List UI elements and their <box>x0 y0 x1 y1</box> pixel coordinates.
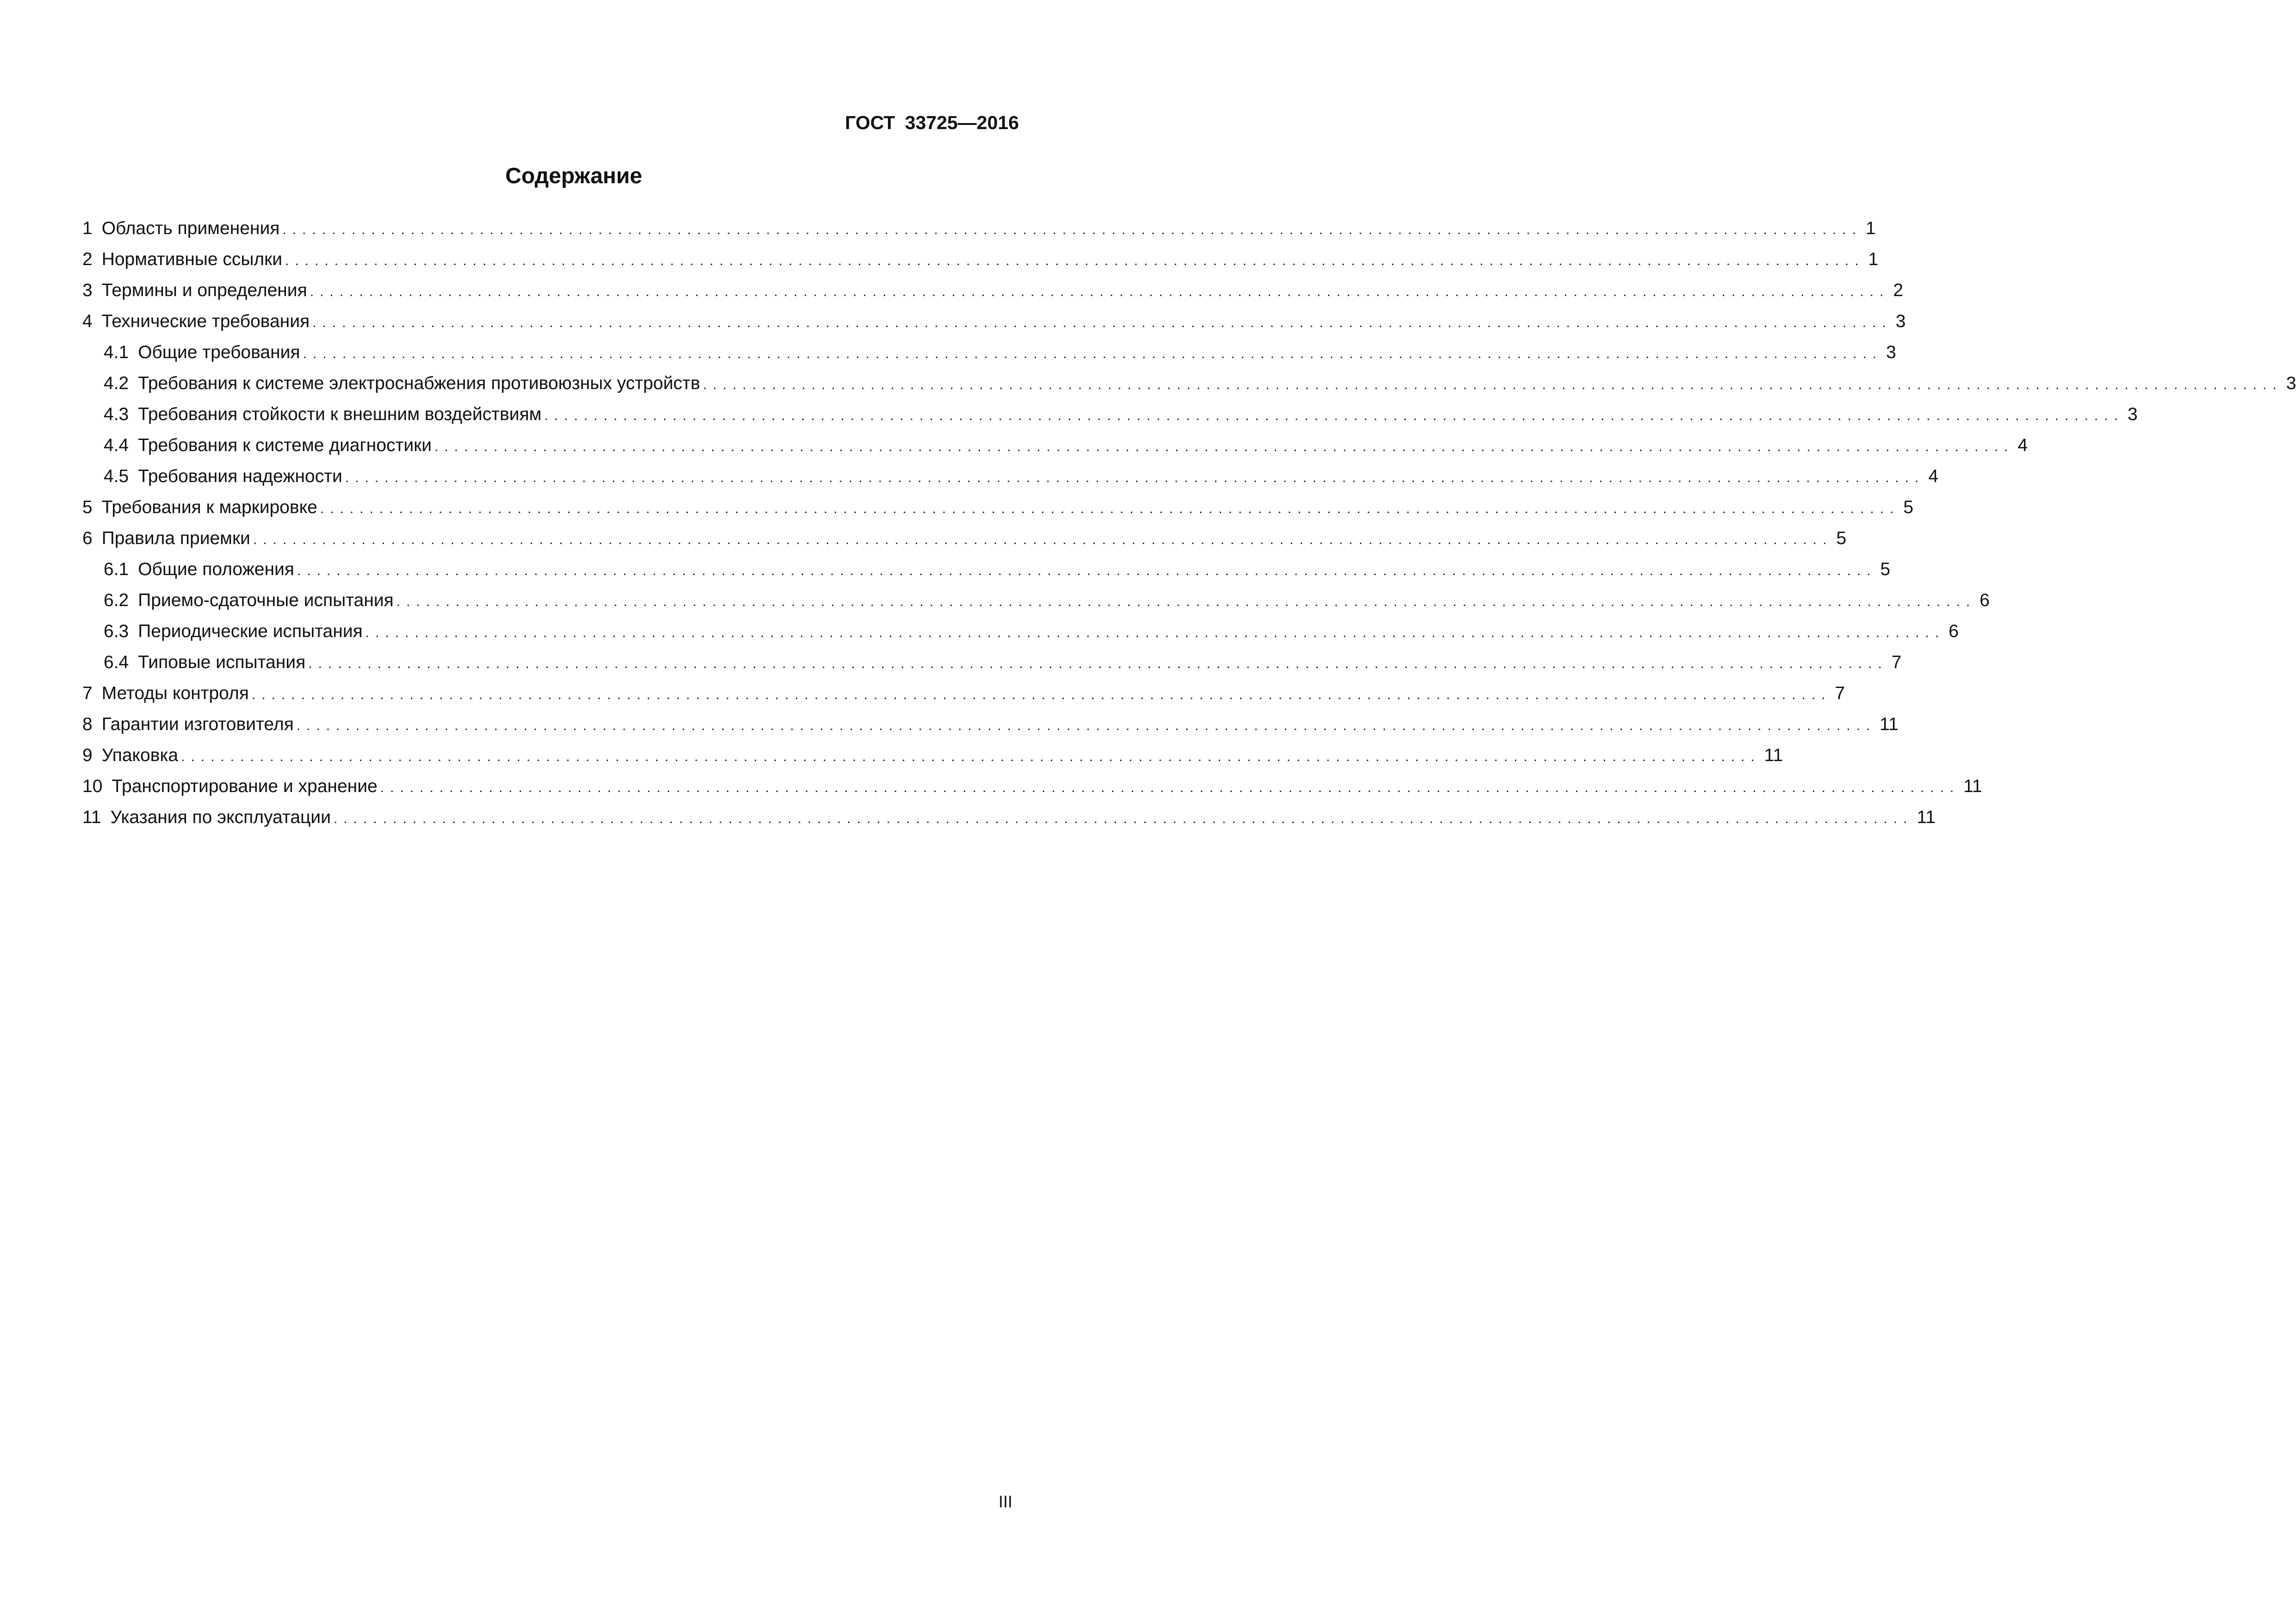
toc-entry-page: 11 <box>1963 776 1982 796</box>
toc-entry-5[interactable] <box>82 492 1914 523</box>
toc-entry-label: Требования надежности <box>138 466 342 486</box>
toc-entry-label: Нормативные ссылки <box>101 249 282 269</box>
toc-entry-1[interactable] <box>82 213 1876 244</box>
toc-entry-number: 4 <box>82 311 93 331</box>
toc-entry-label: Область применения <box>101 218 280 238</box>
toc-entry-10[interactable] <box>82 771 1982 802</box>
toc-entry-label: Транспортирование и хранение <box>112 776 378 796</box>
toc-entry-number: 2 <box>82 249 93 269</box>
toc-entry-label: Термины и определения <box>101 280 307 300</box>
toc-entry-page: 4 <box>1928 466 1939 486</box>
toc-entry-page: 5 <box>1880 559 1891 579</box>
toc-entry-page: 11 <box>1917 807 1936 827</box>
dot-leader: ................................................................................................................................................................ <box>320 501 1900 516</box>
toc-entry-4-2[interactable] <box>82 368 2296 399</box>
toc-entry-label: Указания по эксплуатации <box>110 807 331 827</box>
toc-entry-page: 1 <box>1868 249 1879 269</box>
dot-leader: ................................................................................................................................................................ <box>285 253 1865 268</box>
toc-entry-page: 11 <box>1764 745 1783 765</box>
toc-entry-2[interactable] <box>82 244 1879 275</box>
toc-entry-8[interactable] <box>82 709 1899 740</box>
toc-entry-label: Приемо-сдаточные испытания <box>138 590 394 610</box>
toc-entry-number: 4.1 <box>104 342 129 362</box>
dot-leader: ................................................................................................................................................................ <box>312 315 1892 330</box>
document-code: ГОСТ 33725—2016 <box>845 112 1019 133</box>
toc-entry-number: 4.3 <box>104 404 129 424</box>
toc-entry-page: 2 <box>1893 280 1904 300</box>
toc-entry-page: 3 <box>1886 342 1896 362</box>
toc-entry-label: Технические требования <box>101 311 310 331</box>
toc-entry-11[interactable] <box>82 802 1936 833</box>
toc-entry-4-1[interactable] <box>82 337 1896 368</box>
dot-leader: ................................................................................................................................................................ <box>253 532 1833 547</box>
toc-entry-number: 7 <box>82 683 93 703</box>
dot-leader: ................................................................................................................................................................ <box>282 222 1862 237</box>
toc-entry-number: 9 <box>82 745 93 765</box>
toc-entry-label: Типовые испытания <box>138 652 306 672</box>
toc-entry-page: 7 <box>1835 683 1845 703</box>
toc-entry-6[interactable] <box>82 523 1847 554</box>
toc-entry-label: Общие требования <box>138 342 300 362</box>
dot-leader: ................................................................................................................................................................ <box>333 811 1913 826</box>
toc-entry-4[interactable] <box>82 306 1906 337</box>
dot-leader: ................................................................................................................................................................ <box>181 749 1761 764</box>
dot-leader: ................................................................................................................................................................ <box>703 377 2283 392</box>
toc-entry-number: 4.4 <box>104 435 129 455</box>
toc-entry-4-5[interactable] <box>82 461 1939 492</box>
toc-entry-page: 3 <box>2286 373 2296 393</box>
dot-leader: ................................................................................................................................................................ <box>345 470 1925 485</box>
toc-entry-3[interactable] <box>82 275 1904 306</box>
toc-entry-number: 4.5 <box>104 466 129 486</box>
toc-entry-number: 1 <box>82 218 93 238</box>
toc-entry-number: 6 <box>82 528 93 548</box>
toc-title: Содержание <box>505 164 642 188</box>
page-number: III <box>998 1492 1012 1511</box>
toc-entry-label: Общие положения <box>138 559 294 579</box>
toc-entry-page: 1 <box>1865 218 1876 238</box>
dot-leader: ................................................................................................................................................................ <box>380 780 1960 795</box>
toc-entry-page: 6 <box>1980 590 1990 610</box>
dot-leader: ................................................................................................................................................................ <box>396 594 1976 609</box>
toc-entry-6-4[interactable] <box>82 647 1902 678</box>
toc-entry-label: Упаковка <box>101 745 179 765</box>
toc-entry-6-3[interactable] <box>82 616 1959 647</box>
toc-entry-page: 4 <box>2017 435 2028 455</box>
toc-entry-label: Требования стойкости к внешним воздействиям <box>138 404 542 424</box>
toc-entry-number: 11 <box>82 807 101 827</box>
dot-leader: ................................................................................................................................................................ <box>544 408 2124 423</box>
toc-entry-label: Требования к маркировке <box>101 497 317 517</box>
toc-entry-page: 3 <box>1895 311 1906 331</box>
toc-entry-page: 7 <box>1891 652 1902 672</box>
dot-leader: ................................................................................................................................................................ <box>251 687 1831 702</box>
toc-entry-page: 5 <box>1836 528 1847 548</box>
toc-entry-label: Правила приемки <box>101 528 250 548</box>
toc-entry-label: Методы контроля <box>101 683 249 703</box>
toc-entry-9[interactable] <box>82 740 1783 771</box>
toc-entry-label: Периодические испытания <box>138 621 363 641</box>
toc-entry-page: 6 <box>1948 621 1959 641</box>
toc-entry-number: 4.2 <box>104 373 129 393</box>
toc-entry-label: Гарантии изготовителя <box>101 714 294 734</box>
dot-leader: ................................................................................................................................................................ <box>434 439 2014 454</box>
toc-entry-label: Требования к системе диагностики <box>138 435 432 455</box>
dot-leader: ................................................................................................................................................................ <box>310 284 1890 299</box>
toc-entry-page: 5 <box>1903 497 1914 517</box>
toc-entry-6-2[interactable] <box>82 585 1990 616</box>
dot-leader: ................................................................................................................................................................ <box>296 718 1876 733</box>
toc-entry-6-1[interactable] <box>82 554 1891 585</box>
toc-entry-number: 5 <box>82 497 93 517</box>
toc-entry-number: 8 <box>82 714 93 734</box>
toc-entry-4-4[interactable] <box>82 430 2028 461</box>
toc-entry-number: 10 <box>82 776 103 796</box>
toc-entry-page: 11 <box>1880 714 1899 734</box>
dot-leader: ................................................................................................................................................................ <box>365 625 1945 640</box>
toc-entry-number: 6.1 <box>104 559 129 579</box>
toc-list <box>82 213 2296 833</box>
toc-entry-number: 6.4 <box>104 652 129 672</box>
toc-entry-number: 6.2 <box>104 590 129 610</box>
dot-leader: ................................................................................................................................................................ <box>297 563 1877 578</box>
toc-entry-page: 3 <box>2127 404 2138 424</box>
dot-leader: ................................................................................................................................................................ <box>303 346 1883 361</box>
toc-entry-4-3[interactable] <box>82 399 2138 430</box>
dot-leader: ................................................................................................................................................................ <box>308 656 1888 671</box>
toc-entry-label: Требования к системе электроснабжения противоюзных устройств <box>138 373 701 393</box>
toc-entry-number: 6.3 <box>104 621 129 641</box>
toc-entry-number: 3 <box>82 280 93 300</box>
toc-entry-7[interactable] <box>82 678 1845 709</box>
